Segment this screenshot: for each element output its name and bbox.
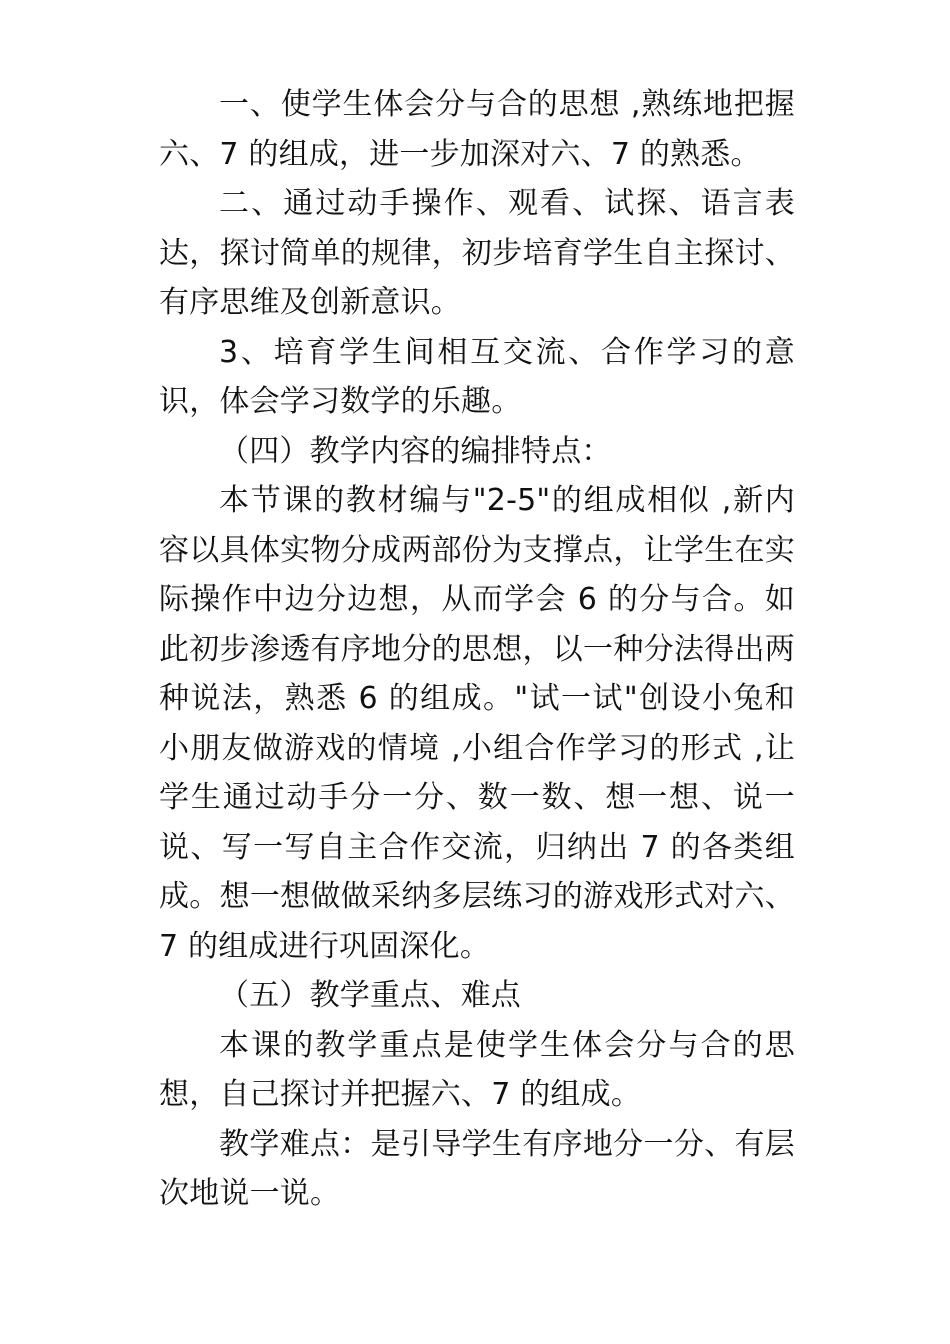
section-4-body: 本节课的教材编与"2-5"的组成相似 ,新内容以具体实物分成两部份为支撑点，让学生在实际操作中边分边想，从而学会 6 的分与合。如此初步渗透有序地分的思想，以一种分法得出两种说法，熟悉 6 的组成。"试一试"创设小兔和小朋友做游戏的情境 ,小组合作学习的形式 ,让学生通过动手分一分、数一数、想一想、说一说、写一写自主合作交流，归纳出 7 的各类组成。想一想做做采纳多层练习的游戏形式对六、7 的组成进行巩固深化。: [159, 483, 795, 964]
difficulties-paragraph: 教学难点：是引导学生有序地分一分、有层次地说一说。: [159, 1126, 795, 1211]
section-4-heading: （四）教学内容的编排特点：: [219, 433, 612, 469]
section-5-heading: （五）教学重点、难点: [219, 978, 521, 1013]
objective-3-paragraph: 3、培育学生间相互交流、合作学习的意识，体会学习数学的乐趣。: [159, 334, 795, 419]
objective-2-paragraph: 二、通过动手操作、观看、试探、语言表达，探讨简单的规律，初步培育学生自主探讨、有序思维及创新意识。: [159, 186, 795, 320]
objective-1-paragraph: 一、使学生体会分与合的思想 ,熟练地把握六、7 的组成，进一步加深对六、7 的熟悉。: [159, 87, 795, 172]
key-points-paragraph: 本课的教学重点是使学生体会分与合的思想，自己探讨并把握六、7 的组成。: [159, 1027, 795, 1112]
document-body: [159, 80, 795, 1219]
